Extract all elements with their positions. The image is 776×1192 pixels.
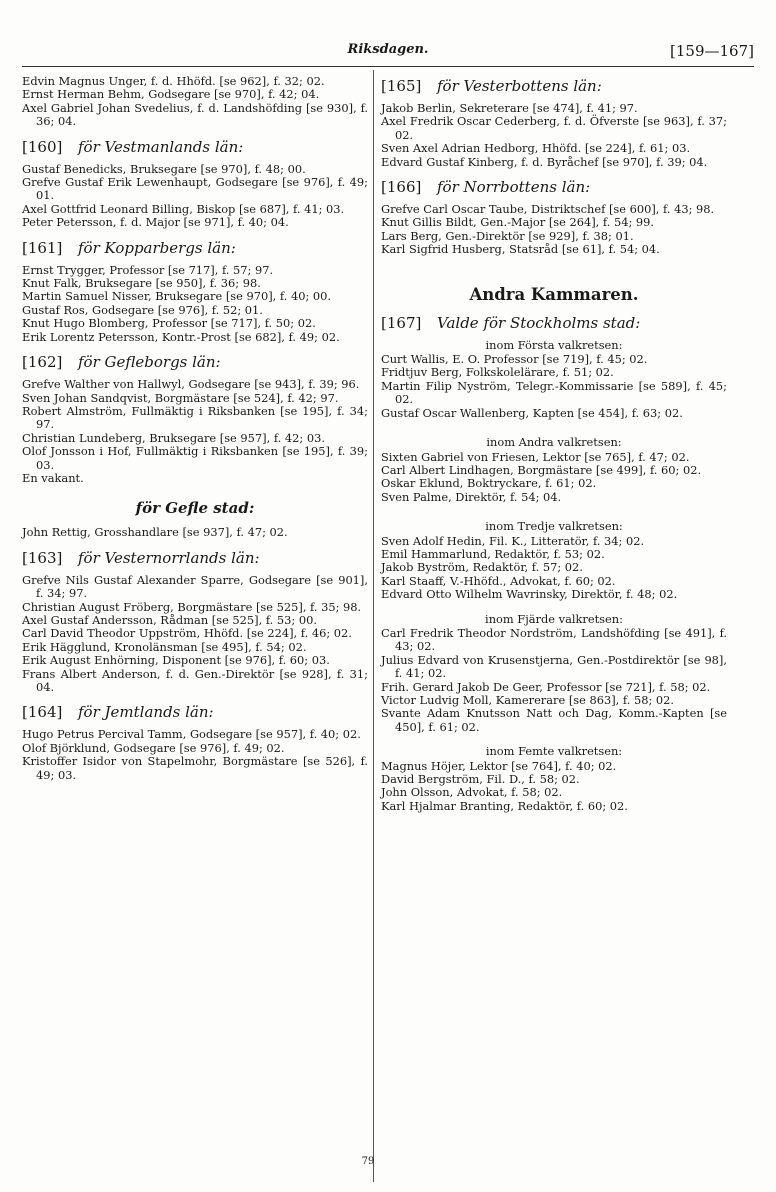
entry: Edvard Gustaf Kinberg, f. d. Byråchef [se 970], f. 39; 04.	[381, 154, 708, 169]
entry: Carl Fredrik Theodor Nordström, Landshöfding [se 491], f. 43; 02.	[381, 625, 727, 654]
section-heading-gefle-stad: för Gefle stad:	[135, 499, 255, 518]
section-number: [161]	[22, 238, 63, 257]
section-heading-164	[22, 703, 368, 721]
column-divider	[373, 70, 374, 1182]
section-number: [165]	[381, 77, 422, 95]
entry: Martin Samuel Nisser, Bruksegare [se 970], f. 40; 00.	[22, 289, 332, 304]
entry: David Bergström, Fil. D., f. 58; 02.	[381, 772, 580, 787]
section-number: [162]	[22, 353, 63, 372]
entry: Svante Adam Knutsson Natt och Dag, Komm.-Kapten [se 450], f. 61; 02.	[381, 706, 727, 734]
entry: Carl David Theodor Uppström, Hhöfd. [se 224], f. 46; 02.	[22, 626, 352, 641]
left-column	[22, 75, 368, 782]
entry: Magnus Höjer, Lektor [se 764], f. 40; 02.	[381, 758, 617, 773]
entry: Edvin Magnus Unger, f. d. Hhöfd. [se 962], f. 32; 02.	[22, 74, 325, 88]
entry: Grefve Gustaf Erik Lewenhaupt, Godsegare [se 976], f. 49; 01.	[22, 175, 368, 203]
entry: Sixten Gabriel von Friesen, Lektor [se 765], f. 47; 02.	[381, 449, 690, 464]
entry: Robert Almström, Fullmäktig i Riksbanken [se 195], f. 34; 97.	[22, 403, 368, 432]
entry: Christian Lundeberg, Bruksegare [se 957], f. 42; 03.	[22, 430, 325, 445]
entry: Gustaf Ros, Godsegare [se 976], f. 52; 01.	[22, 302, 263, 317]
entry: Grefve Nils Gustaf Alexander Sparre, Godsegare [se 901], f. 34; 97.	[22, 572, 368, 601]
entry: Erik Lorentz Petersson, Kontr.-Prost [se 682], f. 49; 02.	[22, 329, 340, 344]
entry: Karl Sigfrid Husberg, Statsråd [se 61], f. 54; 04.	[381, 242, 660, 257]
entry: Edvard Otto Wilhelm Wavrinsky, Direktör, f. 48; 02.	[381, 587, 678, 602]
entry: Sven Johan Sandqvist, Borgmästare [se 524], f. 42; 97.	[22, 390, 339, 405]
district-label: inom Tredje valkretsen:	[485, 519, 623, 534]
section-number: [166]	[381, 178, 422, 197]
entry: Oskar Eklund, Boktryckare, f. 61; 02.	[381, 476, 597, 491]
entry: Erik Hägglund, Kronolänsman [se 495], f. 54; 02.	[22, 639, 307, 654]
page-number: 79	[361, 1156, 375, 1167]
entry: Jakob Berlin, Sekreterare [se 474], f. 41; 97.	[381, 101, 638, 115]
page-header	[22, 42, 754, 64]
entry: Christian August Fröberg, Borgmästare [se 525], f. 35; 98.	[22, 599, 362, 614]
header-rule	[22, 66, 754, 67]
entry: Grefve Walther von Hallwyl, Godsegare [se 943], f. 39; 96.	[22, 377, 360, 392]
right-column	[381, 75, 727, 813]
section-heading-165	[381, 77, 727, 95]
section-number: [160]	[22, 137, 63, 156]
entry: Victor Ludvig Moll, Kamererare [se 863], f. 58; 02.	[381, 693, 675, 707]
section-title: för Kopparbergs län:	[78, 238, 236, 257]
entry: Ernst Herman Behm, Godsegare [se 970], f. 42; 04.	[22, 87, 320, 102]
entry: Knut Gillis Bildt, Gen.-Major [se 264], f. 54; 99.	[381, 215, 655, 230]
section-heading-167	[381, 314, 727, 332]
district-label: inom Femte valkretsen:	[485, 744, 623, 759]
entry: Carl Albert Lindhagen, Borgmästare [se 499], f. 60; 02.	[381, 462, 702, 477]
entry: Axel Fredrik Oscar Cederberg, f. d. Öfverste [se 963], f. 37; 02.	[381, 114, 727, 142]
entry: Gustaf Oscar Wallenberg, Kapten [se 454], f. 63; 02.	[381, 405, 683, 420]
section-title: för Gefleborgs län:	[78, 353, 221, 372]
running-title: Riksdagen.	[347, 42, 429, 57]
section-heading-162	[22, 353, 368, 371]
entry: Grefve Carl Oscar Taube, Distriktschef [se 600], f. 43; 98.	[381, 202, 715, 217]
entry: Knut Falk, Bruksegare [se 950], f. 36; 98.	[22, 276, 261, 291]
entry: Curt Wallis, E. O. Professor [se 719], f. 45; 02.	[381, 352, 648, 367]
entry: Lars Berg, Gen.-Direktör [se 929], f. 38; 01.	[381, 228, 634, 243]
entry: Axel Gottfrid Leonard Billing, Biskop [se 687], f. 41; 03.	[22, 201, 345, 216]
section-title: för Vesterbottens län:	[437, 77, 602, 95]
page-range: [159—167]	[670, 42, 754, 60]
section-title: för Jemtlands län:	[78, 703, 214, 722]
entry: Sven Palme, Direktör, f. 54; 04.	[381, 489, 562, 504]
section-title: för Vestmanlands län:	[78, 137, 244, 156]
entry: Martin Filip Nyström, Telegr.-Kommissarie [se 589], f. 45; 02.	[381, 378, 727, 407]
section-number: [167]	[381, 313, 422, 332]
entry: John Olsson, Advokat, f. 58; 02.	[381, 785, 563, 800]
entry: Knut Hugo Blomberg, Professor [se 717], f. 50; 02.	[22, 316, 316, 331]
section-heading-160	[22, 138, 368, 156]
section-title: Valde för Stockholms stad:	[437, 313, 641, 332]
entry: Erik August Enhörning, Disponent [se 976], f. 60; 03.	[22, 653, 330, 668]
entry: Sven Axel Adrian Hedborg, Hhöfd. [se 224], f. 61; 03.	[381, 141, 691, 156]
section-heading-161	[22, 239, 368, 257]
chamber-title: Andra Kammaren.	[469, 284, 639, 304]
entry: Jakob Byström, Redaktör, f. 57; 02.	[381, 560, 583, 575]
entry: Karl Staaff, V.-Hhöfd., Advokat, f. 60; 02.	[381, 573, 616, 588]
district-label: inom Andra valkretsen:	[486, 435, 622, 450]
entry: Olof Björklund, Godsegare [se 976], f. 49; 02.	[22, 740, 285, 755]
entry: En vakant.	[22, 470, 84, 485]
section-number: [164]	[22, 703, 63, 722]
section-heading-163	[22, 549, 368, 567]
district-label: inom Fjärde valkretsen:	[485, 611, 623, 626]
entry: Olof Jonsson i Hof, Fullmäktig i Riksbanken [se 195], f. 39; 03.	[22, 444, 368, 472]
entry: Axel Gabriel Johan Svedelius, f. d. Landshöfding [se 930], f. 36; 04.	[22, 100, 368, 129]
entry: Hugo Petrus Percival Tamm, Godsegare [se 957], f. 40; 02.	[22, 727, 361, 742]
entry: Ernst Trygger, Professor [se 717], f. 57; 97.	[22, 262, 274, 277]
section-title: för Norrbottens län:	[437, 178, 591, 197]
entry: Axel Gustaf Andersson, Rådman [se 525], f. 53; 00.	[22, 612, 317, 627]
entry: Sven Adolf Hedin, Fil. K., Litteratör, f. 34; 02.	[381, 533, 645, 548]
entry: Kristoffer Isidor von Stapelmohr, Borgmästare [se 526], f. 49; 03.	[22, 754, 368, 782]
entry: John Rettig, Grosshandlare [se 937], f. 47; 02.	[22, 525, 288, 540]
entry: Frih. Gerard Jakob De Geer, Professor [se 721], f. 58; 02.	[381, 679, 711, 694]
section-heading-166	[381, 178, 727, 196]
entry: Peter Petersson, f. d. Major [se 971], f. 40; 04.	[22, 215, 289, 230]
section-number: [163]	[22, 548, 63, 567]
district-label: inom Första valkretsen:	[485, 337, 623, 352]
entry: Julius Edvard von Krusenstjerna, Gen.-Postdirektör [se 98], f. 41; 02.	[381, 652, 727, 681]
entry: Gustaf Benedicks, Bruksegare [se 970], f. 48; 00.	[22, 161, 306, 176]
entry: Emil Hammarlund, Redaktör, f. 53; 02.	[381, 546, 605, 561]
entry: Fridtjuv Berg, Folkskolelärare, f. 51; 02.	[381, 365, 614, 380]
entry: Karl Hjalmar Branting, Redaktör, f. 60; 02.	[381, 798, 628, 813]
section-title: för Vesternorrlands län:	[78, 548, 260, 567]
entry: Frans Albert Anderson, f. d. Gen.-Direktör [se 928], f. 31; 04.	[22, 666, 368, 694]
